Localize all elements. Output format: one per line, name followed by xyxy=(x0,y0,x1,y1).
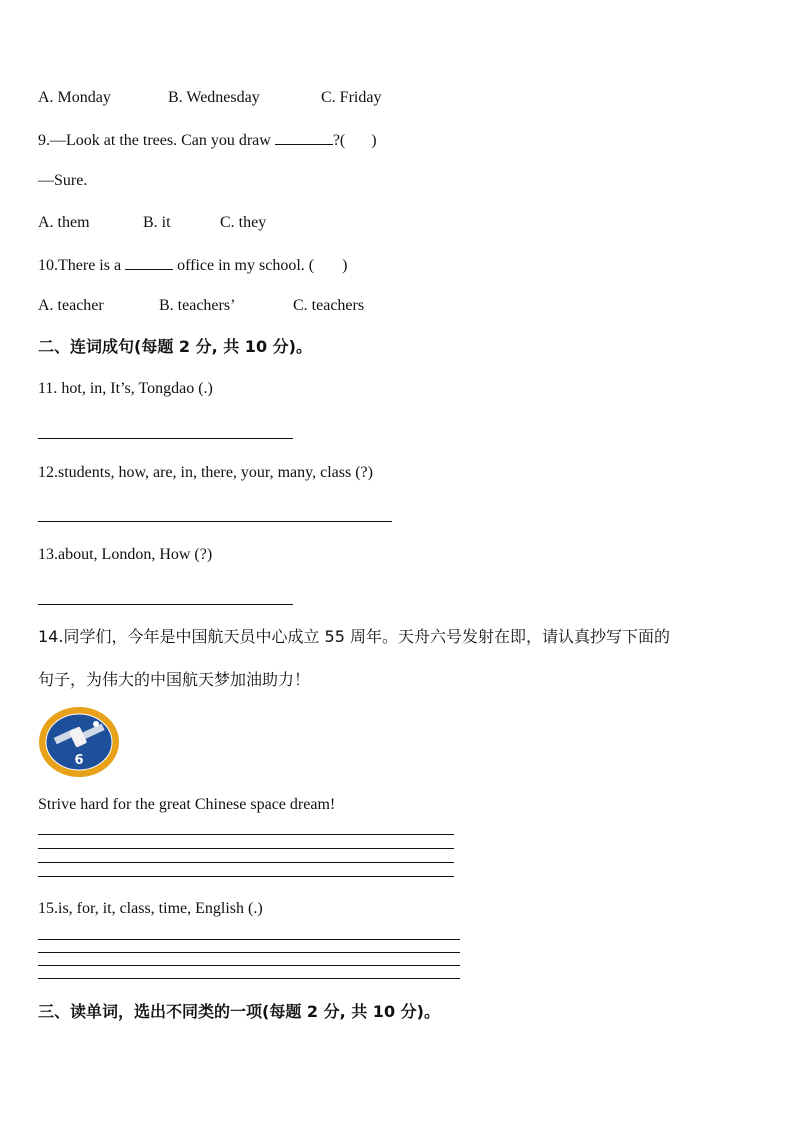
q10-stem xyxy=(38,255,347,276)
q14-writing-line-2[interactable] xyxy=(38,848,454,849)
q14-instruction-line2: 句子，为伟大的中国航天梦加油助力！ xyxy=(38,670,311,689)
q9-options xyxy=(38,213,266,233)
q15-writing-line-3[interactable] xyxy=(38,965,460,966)
q14-sentence: Strive hard for the great Chinese space dream! xyxy=(38,796,336,813)
q11-answer-line[interactable] xyxy=(38,438,293,439)
q11-prompt: 11. hot, in, It’s, Tongdao (.) xyxy=(38,380,213,397)
q14-writing-line-1[interactable] xyxy=(38,834,454,835)
q9-reply: —Sure. xyxy=(38,172,88,189)
q9-suffix: ?( xyxy=(332,132,346,149)
q10-close: ) xyxy=(342,257,348,274)
q10-blank[interactable] xyxy=(125,255,173,270)
badge-number: 6 xyxy=(74,753,84,768)
section2-heading: 二、连词成句(每题 2 分, 共 10 分)。 xyxy=(38,337,312,356)
q14-instruction-line1: 14.同学们，今年是中国航天员中心成立 55 周年。天舟六号发射在即，请认真抄写下面的 xyxy=(38,627,670,646)
q12-prompt: 12.students, how, are, in, there, your, many, class (?) xyxy=(38,464,373,481)
q10-suffix: office in my school. ( xyxy=(177,257,315,274)
q8-option-b: B. Wednesday xyxy=(168,89,260,106)
q8-options xyxy=(38,88,381,108)
q9-close: ) xyxy=(371,132,377,149)
q15-writing-line-1[interactable] xyxy=(38,939,460,940)
q9-option-b: B. it xyxy=(143,214,171,231)
q10-option-a: A. teacher xyxy=(38,297,104,314)
q9-prefix: 9.—Look at the trees. Can you draw xyxy=(38,132,271,149)
section3-heading: 三、读单词，选出不同类的一项(每题 2 分, 共 10 分)。 xyxy=(38,1002,440,1021)
q9-stem xyxy=(38,130,377,151)
q10-option-b: B. teachers’ xyxy=(159,297,236,314)
q12-answer-line[interactable] xyxy=(38,521,392,522)
q13-answer-line[interactable] xyxy=(38,604,293,605)
q10-option-c: C. teachers xyxy=(293,297,365,314)
q10-options xyxy=(38,296,364,316)
q15-prompt: 15.is, for, it, class, time, English (.) xyxy=(38,900,263,917)
q8-option-a: A. Monday xyxy=(38,89,111,106)
q9-option-c: C. they xyxy=(220,214,267,231)
q13-prompt: 13.about, London, How (?) xyxy=(38,546,213,563)
q10-prefix: 10.There is a xyxy=(38,257,122,274)
q9-option-a: A. them xyxy=(38,214,90,231)
q9-blank[interactable] xyxy=(275,130,333,145)
q15-writing-line-4[interactable] xyxy=(38,978,460,979)
q14-writing-line-4[interactable] xyxy=(38,876,454,877)
q8-option-c: C. Friday xyxy=(321,89,382,106)
space-mission-badge xyxy=(38,706,120,778)
q15-writing-line-2[interactable] xyxy=(38,952,460,953)
q14-writing-line-3[interactable] xyxy=(38,862,454,863)
